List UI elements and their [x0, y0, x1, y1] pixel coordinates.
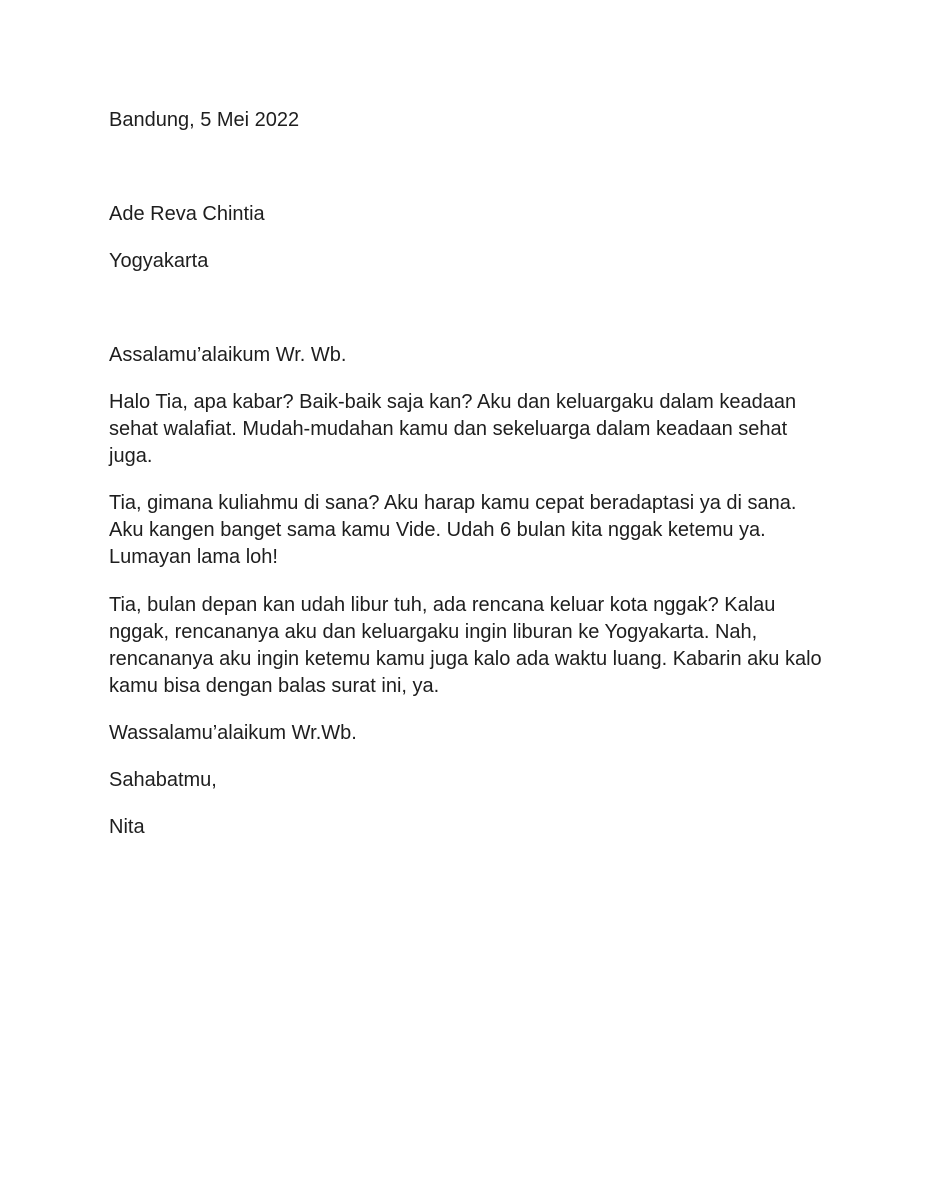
- paragraph-line: Halo Tia, apa kabar? Baik-baik saja kan? Aku dan keluargaku dalam keadaan: [109, 391, 797, 413]
- paragraph-line: Aku kangen banget sama kamu Vide. Udah 6 bulan kita nggak ketemu ya.: [109, 519, 766, 541]
- valediction: Sahabatmu,: [109, 769, 217, 791]
- paragraph-line: Tia, gimana kuliahmu di sana? Aku harap kamu cepat beradaptasi ya di sana.: [109, 492, 797, 514]
- paragraph-3: [109, 592, 822, 700]
- place-date: Bandung, 5 Mei 2022: [109, 109, 300, 131]
- recipient-name: Ade Reva Chintia: [109, 203, 265, 225]
- paragraph-line: Lumayan lama loh!: [109, 546, 278, 568]
- closing-greeting: Wassalamu’alaikum Wr.Wb.: [109, 722, 357, 744]
- paragraph-line: sehat walafiat. Mudah-mudahan kamu dan sekeluarga dalam keadaan sehat: [109, 418, 788, 440]
- paragraph-line: nggak, rencananya aku dan keluargaku ingin liburan ke Yogyakarta. Nah,: [109, 621, 758, 643]
- paragraph-2: [109, 490, 819, 571]
- paragraph-1: [109, 389, 819, 470]
- recipient-city: Yogyakarta: [109, 250, 209, 272]
- opening-greeting: Assalamu’alaikum Wr. Wb.: [109, 344, 347, 366]
- signature-name: Nita: [109, 816, 145, 838]
- paragraph-line: kamu bisa dengan balas surat ini, ya.: [109, 675, 440, 697]
- paragraph-line: juga.: [109, 445, 153, 467]
- paragraph-line: rencananya aku ingin ketemu kamu juga kalo ada waktu luang. Kabarin aku kalo: [109, 648, 822, 670]
- paragraph-line: Tia, bulan depan kan udah libur tuh, ada rencana keluar kota nggak? Kalau: [109, 594, 776, 616]
